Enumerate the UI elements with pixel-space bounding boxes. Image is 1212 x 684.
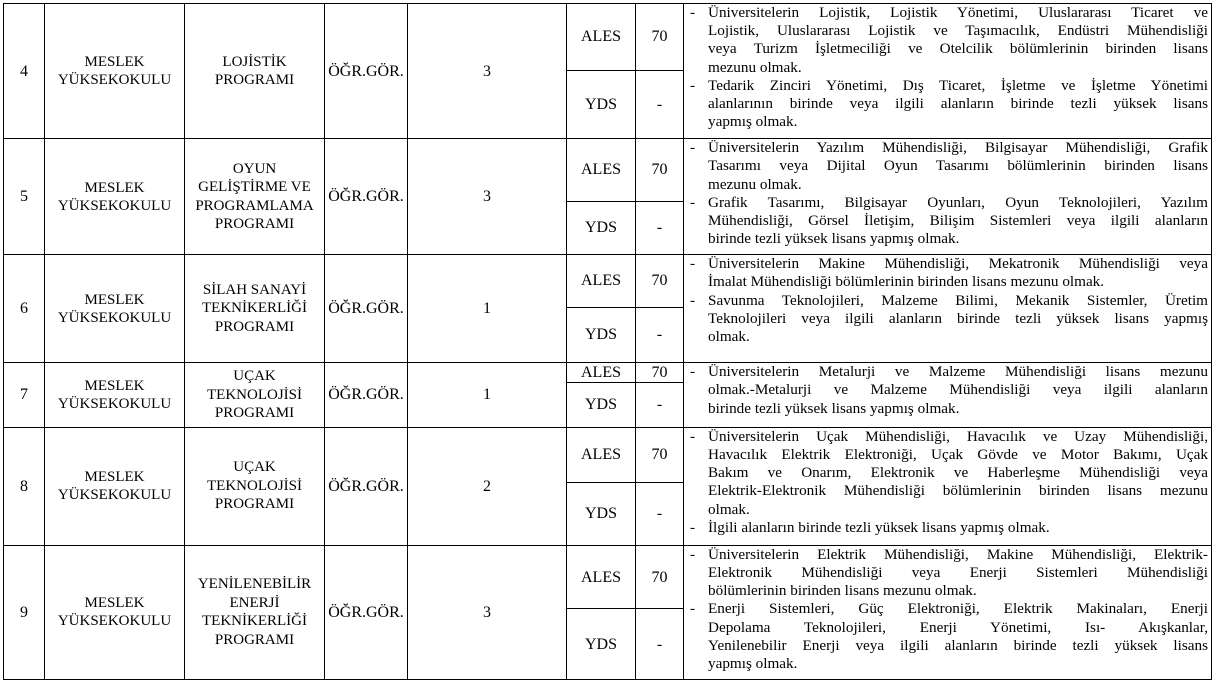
exam-name-cell	[567, 4, 636, 71]
exam-score-cell	[636, 255, 684, 307]
requirement-item	[688, 363, 1208, 418]
requirement-item	[688, 139, 1208, 194]
requirement-item	[688, 4, 1208, 77]
exam-score-cell	[636, 609, 684, 680]
requirement-dash: -	[690, 363, 696, 381]
requirement-line: Lojistik, Uluslararası Lojistik ve Taşımacılık, Endüstri Mühendisliği	[708, 22, 1208, 40]
exam-name: ALES	[581, 272, 621, 290]
count-text: 3	[483, 188, 491, 206]
exam-score: -	[656, 95, 663, 113]
requirement-line: Elektronik Mühendisliği veya Enerji Sistemleri Mühendisliği	[708, 563, 1208, 581]
requirement-line: Üniversitelerin Yazılım Mühendisliği, Bilgisayar Mühendisliği, Grafik	[708, 139, 1208, 157]
count-text: 3	[483, 603, 491, 621]
program-line: ENERJİ	[229, 594, 280, 611]
count-cell	[408, 139, 567, 255]
table-row	[4, 427, 1212, 482]
requirement-line: olmak.-Metalurji ve Malzeme Mühendisliği veya ilgili alanların	[708, 381, 1208, 399]
exam-score-cell	[636, 427, 684, 482]
count-cell	[408, 4, 567, 139]
unit-line: YÜKSEKOKULU	[57, 197, 172, 214]
requirement-line: Mühendisliği, Görsel İletişim, Bilişim Sistemleri veya ilgili alanların	[708, 211, 1208, 229]
requirement-line: yapmış olmak.	[708, 654, 798, 672]
requirement-dash: -	[690, 545, 696, 563]
unit-line: MESLEK	[84, 291, 145, 308]
table-row	[4, 139, 1212, 202]
requirements-cell	[684, 139, 1212, 255]
unit-line: MESLEK	[84, 179, 145, 196]
exam-score: 70	[651, 446, 668, 464]
requirement-line: alanlarının birinde veya ilgili alanların birinde tezli yüksek lisans	[708, 95, 1208, 113]
requirement-dash: -	[690, 600, 696, 618]
requirements-cell	[684, 255, 1212, 363]
exam-score: 70	[651, 272, 668, 290]
requirement-dash: -	[690, 518, 696, 536]
program-cell	[185, 545, 325, 679]
row-number	[4, 427, 45, 545]
requirement-line: bölümlerinin birinden lisans mezunu olmak.	[708, 582, 977, 600]
row-number-text: 5	[20, 188, 28, 206]
exam-name: YDS	[584, 326, 617, 344]
requirement-line: Savunma Teknolojileri, Malzeme Bilimi, Mekanik Sistemler, Üretim	[708, 291, 1208, 309]
title-text: ÖĞR.GÖR.	[328, 603, 404, 621]
requirements-cell	[684, 363, 1212, 428]
exam-name: YDS	[584, 95, 617, 113]
row-number	[4, 363, 45, 428]
exam-name-cell	[567, 307, 636, 362]
requirement-line: Yenilenebilir Enerji veya ilgili alanların birinde tezli yüksek lisans	[708, 636, 1208, 654]
requirement-item	[688, 194, 1208, 249]
exam-score: 70	[651, 28, 668, 46]
table-row	[4, 545, 1212, 609]
exam-score: 70	[651, 364, 668, 382]
requirement-dash: -	[690, 76, 696, 94]
row-number-text: 8	[20, 477, 28, 495]
row-number	[4, 255, 45, 363]
row-number	[4, 4, 45, 139]
row-number-text: 6	[20, 300, 28, 318]
requirements-cell	[684, 545, 1212, 679]
program-line: PROGRAMI	[214, 631, 295, 648]
exam-score-cell	[636, 363, 684, 383]
exam-name: YDS	[584, 219, 617, 237]
unit-cell	[45, 545, 185, 679]
program-line: PROGRAMI	[214, 72, 295, 89]
requirement-item	[688, 546, 1208, 601]
program-line: TEKNOLOJİSİ	[207, 477, 302, 494]
count-cell	[408, 427, 567, 545]
requirement-item	[688, 292, 1208, 347]
requirement-item	[688, 519, 1208, 537]
requirement-line: İlgili alanların birinde tezli yüksek lisans yapmış olmak.	[708, 518, 1050, 536]
requirement-line: Üniversitelerin Lojistik, Lojistik Yönetimi, Uluslararası Ticaret ve	[708, 4, 1208, 21]
exam-score: -	[656, 635, 663, 653]
requirements-cell	[684, 427, 1212, 545]
exam-score-cell	[636, 70, 684, 139]
title-cell	[325, 139, 408, 255]
program-line: SİLAH SANAYİ	[202, 281, 307, 298]
exam-name-cell	[567, 70, 636, 139]
requirement-line: Depolama Teknolojileri, Enerji Yönetimi, Isı- Akışkanlar,	[708, 618, 1208, 636]
requirement-line: Üniversitelerin Metalurji ve Malzeme Mühendisliği lisans mezunu	[708, 363, 1208, 381]
title-cell	[325, 4, 408, 139]
count-cell	[408, 363, 567, 428]
title-cell	[325, 427, 408, 545]
exam-score-cell	[636, 201, 684, 254]
title-text: ÖĞR.GÖR.	[328, 300, 404, 318]
exam-name: YDS	[584, 505, 617, 523]
unit-line: YÜKSEKOKULU	[57, 487, 172, 504]
exam-score: -	[656, 396, 663, 414]
exam-name-cell	[567, 545, 636, 609]
requirement-line: veya Turizm İşletmeciliği ve Otelcilik bölümlerinin birinden lisans	[708, 40, 1208, 58]
program-line: GELİŞTİRME VE	[198, 179, 311, 196]
unit-line: MESLEK	[84, 377, 145, 394]
program-line: PROGRAMI	[214, 216, 295, 233]
requirement-dash: -	[690, 139, 696, 157]
exam-name: ALES	[581, 568, 621, 586]
row-number-text: 7	[20, 386, 28, 404]
requirement-line: Grafik Tasarımı, Bilgisayar Oyunları, Oyun Teknolojileri, Yazılım	[708, 193, 1208, 211]
exam-name: ALES	[581, 446, 621, 464]
title-cell	[325, 363, 408, 428]
exam-name-cell	[567, 139, 636, 202]
unit-line: YÜKSEKOKULU	[57, 613, 172, 630]
requirement-line: olmak.	[708, 500, 750, 518]
program-cell	[185, 4, 325, 139]
count-text: 2	[483, 477, 491, 495]
program-line: TEKNİKERLİĞİ	[202, 613, 307, 630]
unit-line: MESLEK	[84, 469, 145, 486]
program-line: LOJİSTİK	[222, 53, 287, 70]
requirement-line: Tasarımı veya Dijital Oyun Tasarımı bölümlerinin birinden lisans	[708, 157, 1208, 175]
requirements-cell	[684, 4, 1212, 139]
unit-cell	[45, 4, 185, 139]
program-line: YENİLENEBİLİR	[197, 576, 312, 593]
table-body	[4, 4, 1212, 680]
title-text: ÖĞR.GÖR.	[328, 188, 404, 206]
exam-name-cell	[567, 483, 636, 546]
exam-name: YDS	[584, 396, 617, 414]
exam-score: -	[656, 219, 663, 237]
requirement-line: Elektrik-Elektronik Mühendisliği bölümlerinin birinden lisans mezunu	[708, 482, 1208, 500]
requirement-item	[688, 600, 1208, 673]
requirement-line: Tedarik Zinciri Yönetimi, Dış Ticaret, İşletme ve İşletme Yönetimi	[708, 76, 1208, 94]
title-text: ÖĞR.GÖR.	[328, 386, 404, 404]
exam-name: ALES	[581, 161, 621, 179]
requirement-item	[688, 255, 1208, 291]
requirement-line: Üniversitelerin Makine Mühendisliği, Mekatronik Mühendisliği veya	[708, 255, 1208, 273]
program-cell	[185, 427, 325, 545]
program-cell	[185, 139, 325, 255]
exam-name: ALES	[581, 364, 621, 382]
unit-cell	[45, 427, 185, 545]
title-text: ÖĞR.GÖR.	[328, 62, 404, 80]
unit-line: YÜKSEKOKULU	[57, 309, 172, 326]
exam-name-cell	[567, 363, 636, 383]
program-line: OYUN	[232, 160, 277, 177]
requirement-item	[688, 428, 1208, 519]
requirement-line: Enerji Sistemleri, Güç Elektroniği, Elektrik Makinaları, Enerji	[708, 600, 1208, 618]
program-line: PROGRAMLAMA	[195, 197, 314, 214]
requirement-item	[688, 77, 1208, 132]
exam-score: -	[656, 505, 663, 523]
program-line: TEKNİKERLİĞİ	[202, 300, 307, 317]
requirement-line: Üniversitelerin Uçak Mühendisliği, Havacılık ve Uzay Mühendisliği,	[708, 427, 1208, 445]
table-row	[4, 363, 1212, 383]
exam-name-cell	[567, 383, 636, 427]
program-line: PROGRAMI	[214, 318, 295, 335]
unit-line: YÜKSEKOKULU	[57, 395, 172, 412]
exam-score: 70	[651, 568, 668, 586]
requirement-line: Bakım ve Onarım, Elektronik ve Haberleşme Mühendisliği veya	[708, 464, 1208, 482]
requirement-dash: -	[690, 4, 696, 21]
requirement-line: Teknolojileri veya ilgili alanların birinde tezli yüksek lisans yapmış	[708, 309, 1208, 327]
exam-score-cell	[636, 383, 684, 427]
exam-score-cell	[636, 545, 684, 609]
program-cell	[185, 255, 325, 363]
program-line: TEKNOLOJİSİ	[207, 386, 302, 403]
row-number-text: 9	[20, 603, 28, 621]
exam-score-cell	[636, 4, 684, 71]
exam-name-cell	[567, 255, 636, 307]
exam-name: ALES	[581, 28, 621, 46]
requirement-line: İmalat Mühendisliği bölümlerinin birinden lisans mezunu olmak.	[708, 273, 1105, 291]
row-number	[4, 139, 45, 255]
unit-cell	[45, 363, 185, 428]
requirement-line: Havacılık Elektrik Elektroniği, Uçak Gövde ve Motor Bakımı, Uçak	[708, 445, 1208, 463]
table-row	[4, 255, 1212, 307]
count-cell	[408, 255, 567, 363]
unit-line: MESLEK	[84, 595, 145, 612]
row-number	[4, 545, 45, 679]
count-text: 1	[483, 386, 491, 404]
row-number-text: 4	[20, 62, 28, 80]
requirement-dash: -	[690, 193, 696, 211]
unit-line: MESLEK	[84, 54, 145, 71]
program-line: PROGRAMI	[214, 405, 295, 422]
exam-name-cell	[567, 201, 636, 254]
count-cell	[408, 545, 567, 679]
unit-line: YÜKSEKOKULU	[57, 72, 172, 89]
program-cell	[185, 363, 325, 428]
requirement-dash: -	[690, 427, 696, 445]
requirement-dash: -	[690, 255, 696, 273]
count-text: 1	[483, 300, 491, 318]
unit-cell	[45, 255, 185, 363]
program-line: PROGRAMI	[214, 496, 295, 513]
requirement-line: mezunu olmak.	[708, 58, 802, 76]
exam-score: -	[656, 326, 663, 344]
staff-requirements-table	[3, 3, 1212, 680]
table-row	[4, 4, 1212, 71]
count-text: 3	[483, 62, 491, 80]
program-line: UÇAK	[233, 368, 276, 385]
requirement-line: birinde tezli yüksek lisans yapmış olmak.	[708, 399, 960, 417]
exam-name: YDS	[584, 635, 617, 653]
program-line: UÇAK	[233, 459, 276, 476]
requirement-line: birinde tezli yüksek lisans yapmış olmak.	[708, 230, 960, 248]
exam-name-cell	[567, 609, 636, 680]
unit-cell	[45, 139, 185, 255]
requirement-line: mezunu olmak.	[708, 175, 802, 193]
exam-score-cell	[636, 483, 684, 546]
requirement-line: olmak.	[708, 328, 750, 345]
exam-score-cell	[636, 307, 684, 362]
exam-score: 70	[651, 161, 668, 179]
exam-score-cell	[636, 139, 684, 202]
requirement-dash: -	[690, 291, 696, 309]
title-cell	[325, 545, 408, 679]
requirement-line: yapmış olmak.	[708, 113, 798, 131]
exam-name-cell	[567, 427, 636, 482]
title-text: ÖĞR.GÖR.	[328, 477, 404, 495]
title-cell	[325, 255, 408, 363]
requirement-line: Üniversitelerin Elektrik Mühendisliği, Makine Mühendisliği, Elektrik-	[708, 545, 1208, 563]
